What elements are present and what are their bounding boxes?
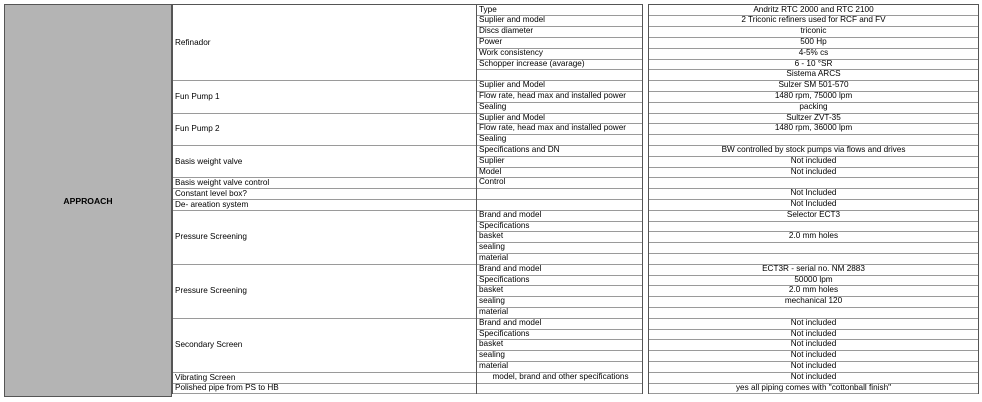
column-divider: [642, 4, 643, 394]
column-divider: [648, 4, 649, 394]
property-cell: Power: [479, 36, 503, 46]
property-cell: Work consistency: [479, 47, 544, 57]
row-divider: [648, 383, 978, 384]
property-cell: Specifications: [479, 220, 530, 230]
row-divider: [648, 15, 978, 16]
row-divider: [648, 307, 978, 308]
row-divider: [648, 80, 978, 81]
value-cell: Selector ECT3: [786, 209, 841, 219]
row-divider: [648, 329, 978, 330]
group-divider: [172, 113, 476, 114]
category-label: Constant level box?: [175, 189, 247, 198]
value-cell: yes all piping comes with "cottonball finish": [735, 382, 892, 392]
approach-label-text: APPROACH: [63, 195, 113, 206]
row-divider: [476, 221, 642, 222]
row-divider: [476, 285, 642, 286]
value-cell: 2.0 mm holes: [788, 231, 839, 241]
property-cell: Specifications: [479, 328, 530, 338]
row-divider: [476, 242, 642, 243]
group-divider: [172, 393, 476, 394]
property-cell: basket: [479, 339, 504, 349]
row-divider: [476, 264, 642, 265]
property-cell: sealing: [479, 350, 505, 360]
value-cell: Not included: [790, 155, 837, 165]
property-cell: Type: [479, 4, 497, 14]
group-divider: [172, 383, 476, 384]
row-divider: [648, 123, 978, 124]
row-divider: [648, 177, 978, 178]
column-divider: [978, 4, 979, 394]
row-divider: [648, 242, 978, 243]
value-cell: Sulzer SM 501-570: [778, 80, 849, 90]
row-divider: [476, 113, 642, 114]
group-divider: [172, 145, 476, 146]
row-divider: [648, 188, 978, 189]
value-cell: 1480 rpm, 75000 lpm: [774, 90, 853, 100]
property-cell: material: [479, 252, 509, 262]
value-cell: Not included: [790, 360, 837, 370]
value-cell: Not included: [790, 328, 837, 338]
group-divider: [172, 80, 476, 81]
row-divider: [476, 275, 642, 276]
row-divider: [648, 372, 978, 373]
property-cell: Sealing: [479, 101, 507, 111]
row-divider: [476, 59, 642, 60]
row-divider: [476, 361, 642, 362]
property-cell: Specifications and DN: [479, 144, 560, 154]
property-cell: Suplier and model: [479, 15, 545, 25]
row-divider: [648, 361, 978, 362]
property-cell: basket: [479, 231, 504, 241]
row-divider: [476, 393, 642, 394]
value-cell: triconic: [800, 26, 827, 36]
property-cell: Flow rate, head max and installed power: [479, 123, 626, 133]
row-divider: [648, 339, 978, 340]
row-divider: [476, 350, 642, 351]
row-divider: [476, 329, 642, 330]
property-cell: material: [479, 306, 509, 316]
property-cell: sealing: [479, 296, 505, 306]
category-label: Refinador: [175, 37, 211, 47]
value-cell: 6 - 10 °SR: [794, 58, 833, 68]
row-divider: [648, 221, 978, 222]
property-cell: Schopper increase (avarage): [479, 58, 585, 68]
row-divider: [476, 91, 642, 92]
row-divider: [648, 167, 978, 168]
row-divider: [648, 393, 978, 394]
property-cell: model, brand and other specifications: [492, 371, 629, 381]
value-cell: 50000 lpm: [794, 274, 833, 284]
category-label: Fun Pump 1: [175, 91, 220, 101]
row-divider: [476, 48, 642, 49]
row-divider: [648, 296, 978, 297]
row-divider: [648, 48, 978, 49]
group-divider: [172, 188, 476, 189]
row-divider: [476, 156, 642, 157]
property-cell: Suplier and Model: [479, 112, 545, 122]
value-cell: ECT3R - serial no. NM 2883: [762, 263, 865, 273]
value-cell: 2 Triconic refiners used for RCF and FV: [741, 15, 886, 25]
row-divider: [476, 26, 642, 27]
value-cell: mechanical 120: [784, 296, 843, 306]
category-label: Basis weight valve control: [175, 178, 270, 188]
row-divider: [648, 285, 978, 286]
row-divider: [476, 134, 642, 135]
property-cell: sealing: [479, 242, 505, 252]
property-cell: Brand and model: [479, 317, 542, 327]
row-divider: [648, 145, 978, 146]
row-divider: [648, 156, 978, 157]
row-divider: [476, 188, 642, 189]
value-cell: Not included: [790, 166, 837, 176]
category-label: Secondary Screen: [175, 340, 243, 350]
value-cell: Not included: [790, 317, 837, 327]
category-label: Vibrating Screen: [175, 372, 236, 382]
value-cell: BW controlled by stock pumps via flows and drives: [721, 144, 906, 154]
row-divider: [476, 123, 642, 124]
property-cell: Suplier: [479, 155, 505, 165]
value-cell: Not included: [790, 350, 837, 360]
value-cell: Not included: [790, 339, 837, 349]
value-cell: 4-5% cs: [798, 47, 829, 57]
row-divider: [648, 37, 978, 38]
category-label: Pressure Screening: [175, 232, 247, 242]
value-cell: 2.0 mm holes: [788, 285, 839, 295]
group-divider: [172, 264, 476, 265]
row-divider: [476, 383, 642, 384]
row-divider: [476, 15, 642, 16]
column-divider: [172, 4, 173, 394]
row-divider: [648, 134, 978, 135]
row-divider: [476, 80, 642, 81]
row-divider: [476, 339, 642, 340]
value-cell: 500 Hp: [800, 36, 827, 46]
row-divider: [648, 26, 978, 27]
row-divider: [476, 69, 642, 70]
property-cell: basket: [479, 285, 504, 295]
group-divider: [172, 177, 476, 178]
value-cell: Sistema ARCS: [786, 69, 841, 79]
value-cell: Not Included: [790, 188, 837, 198]
property-cell: Control: [479, 177, 506, 187]
row-divider: [648, 59, 978, 60]
category-label: Pressure Screening: [175, 286, 247, 296]
category-label: Basis weight valve: [175, 156, 243, 166]
property-cell: Specifications: [479, 274, 530, 284]
value-cell: 1480 rpm, 36000 lpm: [774, 123, 853, 133]
row-divider: [648, 69, 978, 70]
table-top-border: [648, 4, 978, 5]
column-divider: [476, 4, 477, 394]
value-cell: Not included: [790, 371, 837, 381]
row-divider: [648, 199, 978, 200]
value-cell: Andritz RTC 2000 and RTC 2100: [753, 4, 874, 14]
row-divider: [476, 199, 642, 200]
row-divider: [648, 275, 978, 276]
value-cell: Sultzer ZVT-35: [786, 112, 841, 122]
category-label: Fun Pump 2: [175, 124, 220, 134]
row-divider: [648, 91, 978, 92]
row-divider: [648, 113, 978, 114]
row-divider: [476, 307, 642, 308]
property-cell: material: [479, 360, 509, 370]
group-divider: [172, 318, 476, 319]
property-cell: Brand and model: [479, 209, 542, 219]
row-divider: [476, 37, 642, 38]
row-divider: [476, 145, 642, 146]
value-cell: packing: [799, 101, 828, 111]
table-top-border: [172, 4, 642, 5]
category-label: De- areation system: [175, 199, 249, 209]
row-divider: [476, 296, 642, 297]
row-divider: [476, 102, 642, 103]
row-divider: [476, 318, 642, 319]
category-label: Polished pipe from PS to HB: [175, 383, 279, 393]
property-cell: Suplier and Model: [479, 80, 545, 90]
row-divider: [476, 177, 642, 178]
property-cell: Flow rate, head max and installed power: [479, 90, 626, 100]
row-divider: [476, 372, 642, 373]
property-cell: Discs diameter: [479, 26, 534, 36]
approach-section-label: [4, 4, 172, 397]
property-cell: Model: [479, 166, 502, 176]
row-divider: [648, 350, 978, 351]
row-divider: [476, 210, 642, 211]
row-divider: [648, 264, 978, 265]
group-divider: [172, 210, 476, 211]
row-divider: [648, 231, 978, 232]
row-divider: [476, 253, 642, 254]
row-divider: [476, 167, 642, 168]
row-divider: [476, 231, 642, 232]
group-divider: [172, 372, 476, 373]
row-divider: [648, 318, 978, 319]
group-divider: [172, 199, 476, 200]
row-divider: [648, 102, 978, 103]
property-cell: Brand and model: [479, 263, 542, 273]
value-cell: Not Included: [790, 198, 837, 208]
row-divider: [648, 253, 978, 254]
property-cell: Sealing: [479, 134, 507, 144]
row-divider: [648, 210, 978, 211]
